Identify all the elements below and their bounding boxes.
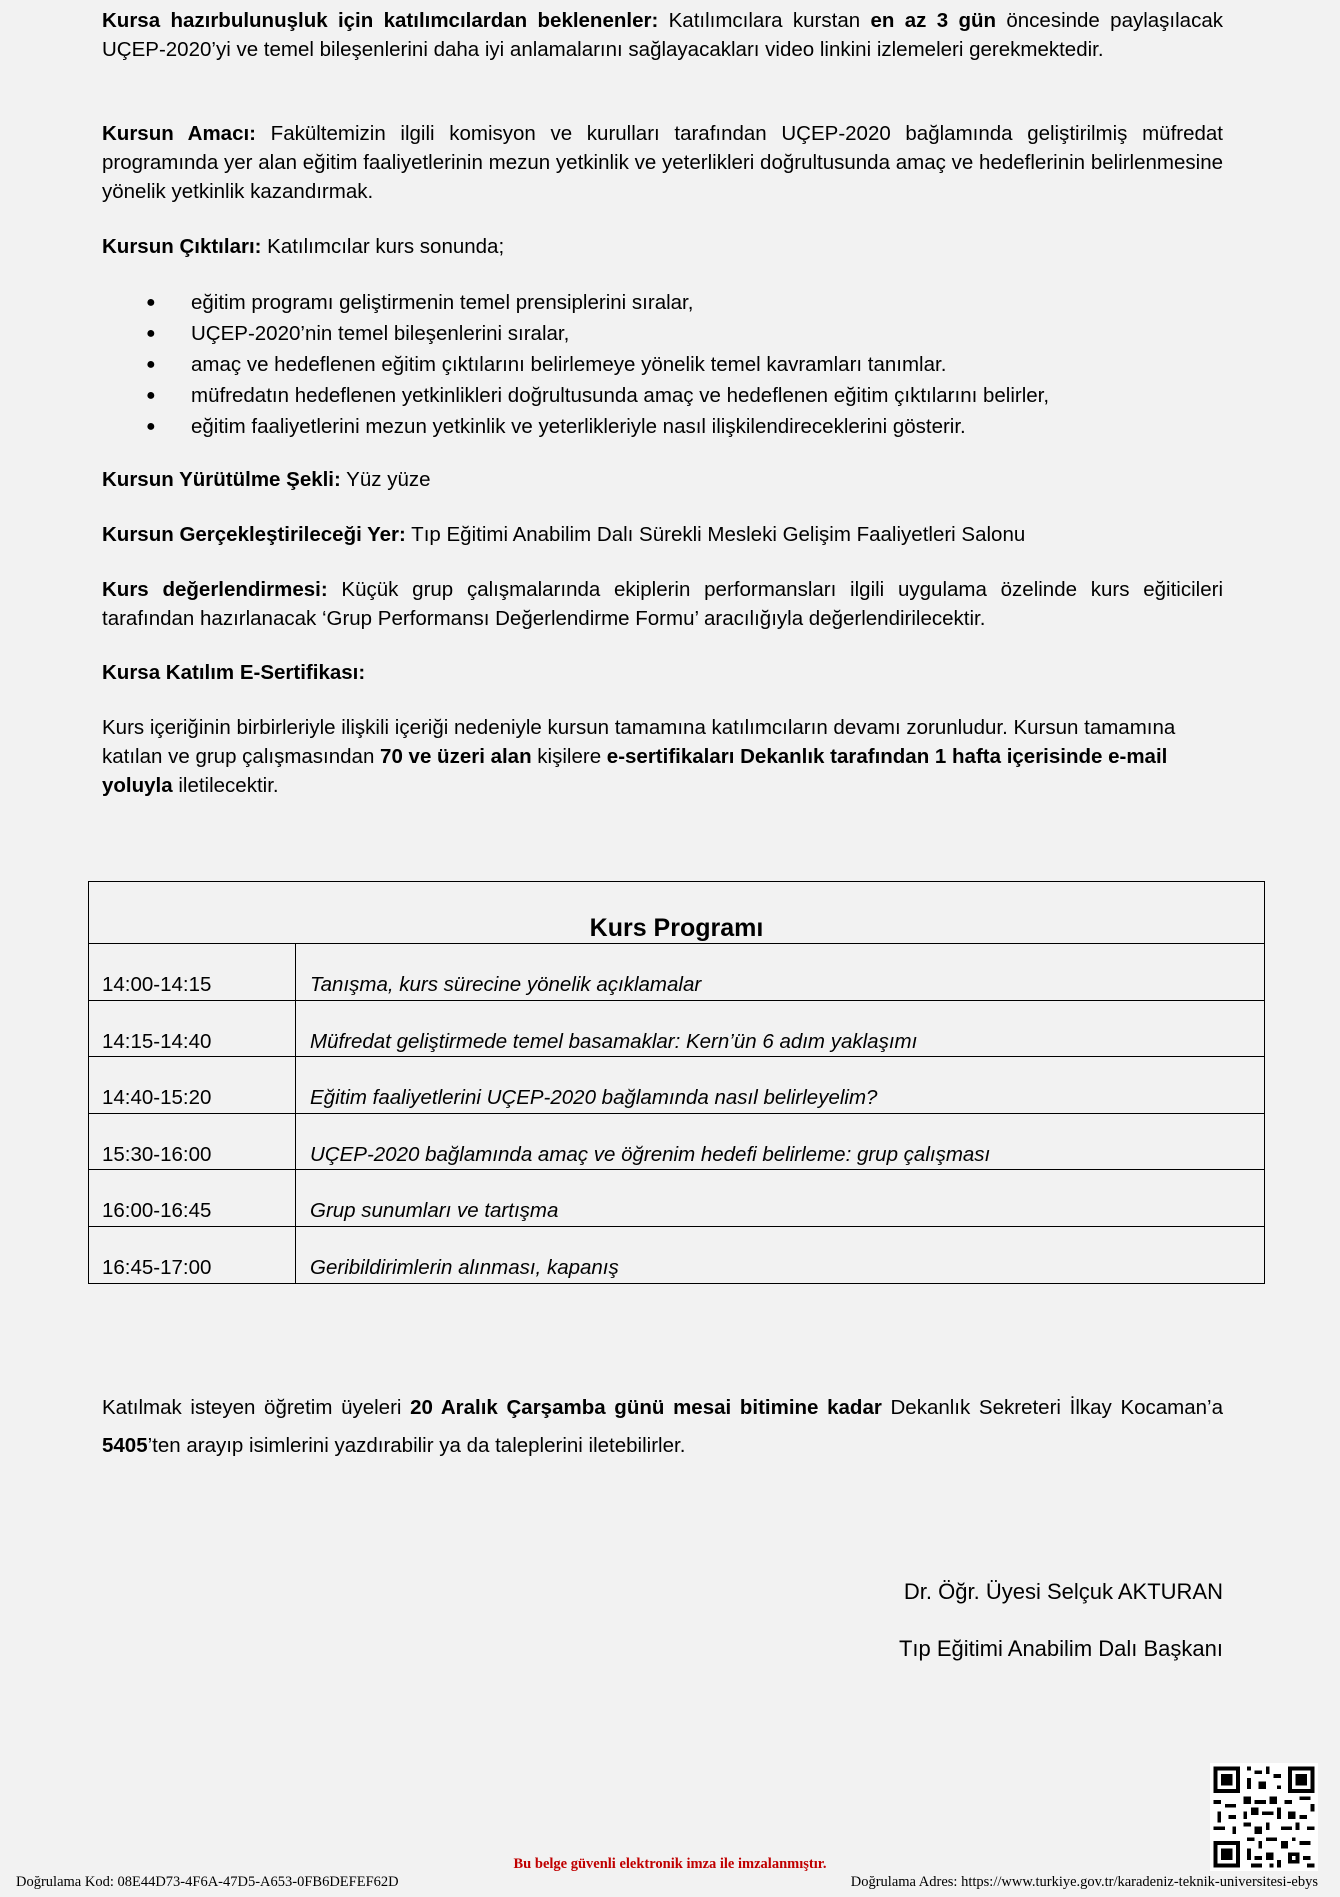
list-item-text: eğitim faaliyetlerini mezun yetkinlik ve yeterlikleriyle nasıl ilişkilendireceklerini gösterir.	[191, 415, 966, 438]
list-item	[102, 411, 1223, 442]
qr-code-icon	[1210, 1763, 1318, 1871]
location-label: Kursun Gerçekleştirileceği Yer:	[102, 523, 406, 546]
activity-cell: Eğitim faaliyetlerini UÇEP-2020 bağlamında nasıl belirleyelim?	[310, 1086, 878, 1109]
registration-text-3: ’ten arayıp isimlerini yazdırabilir ya da taleplerini iletebilirler.	[147, 1434, 686, 1457]
time-cell: 14:15-14:40	[89, 1001, 296, 1057]
readiness-bold-days: en az 3 gün	[870, 9, 997, 32]
readiness-paragraph	[102, 6, 1223, 64]
evaluation-text: Küçük grup çalışmalarında ekiplerin performansları ilgili uygulama özelinde kurs eğiticileri tarafından hazırlanacak ‘Grup Performansı Değerlendirme Formu’ aracılığıyla değerlendirilecektir.	[102, 578, 1224, 630]
time-cell: 16:45-17:00	[89, 1227, 296, 1284]
certificate-text-3: iletilecektir.	[172, 774, 279, 797]
certificate-text-1: Kurs içeriğinin birbirleriyle ilişkili içeriği nedeniyle kursun tamamına katılımcıların devamı zorunludur. Kursun tamamına katılan ve grup çalışmasından	[102, 716, 1176, 768]
table-row	[89, 1057, 1264, 1114]
table-row	[89, 1170, 1264, 1227]
activity-cell: UÇEP-2020 bağlamında amaç ve öğrenim hedefi belirleme: grup çalışması	[310, 1142, 991, 1166]
readiness-text-1: Katılımcılara kurstan	[658, 9, 871, 32]
certificate-bold-delivery: e-sertifikaları Dekanlık tarafından 1 hafta içerisinde e-mail yoluyla	[102, 745, 1168, 797]
outcomes-list	[102, 287, 1223, 442]
purpose-paragraph	[102, 119, 1223, 206]
time-cell: 14:40-15:20	[89, 1057, 296, 1113]
registration-bold-deadline: 20 Aralık Çarşamba günü mesai bitimine kadar	[410, 1396, 882, 1419]
table-row	[89, 944, 1264, 1001]
outcomes-intro	[102, 232, 1223, 261]
purpose-label: Kursun Amacı:	[102, 122, 257, 145]
list-item-text: eğitim programı geliştirmenin temel prensiplerini sıralar,	[191, 291, 694, 314]
readiness-label: Kursa hazırbulunuşluk için katılımcılardan beklenenler:	[102, 9, 659, 32]
bullet-icon: ●	[146, 387, 156, 404]
location-text: Tıp Eğitimi Anabilim Dalı Sürekli Mesleki Gelişim Faaliyetleri Salonu	[405, 523, 1026, 546]
program-table	[88, 881, 1265, 1284]
registration-paragraph	[102, 1389, 1223, 1465]
certificate-bold-score: 70 ve üzeri alan	[380, 745, 532, 768]
certificate-text-2: kişilere	[531, 745, 607, 768]
registration-text-1: Katılmak isteyen öğretim üyeleri	[102, 1396, 411, 1419]
table-row	[89, 1114, 1264, 1171]
program-title: Kurs Programı	[89, 882, 1264, 944]
registration-bold-extension: 5405	[102, 1434, 148, 1457]
delivery-label: Kursun Yürütülme Şekli:	[102, 468, 341, 491]
activity-cell: Grup sunumları ve tartışma	[310, 1199, 559, 1222]
bullet-icon: ●	[146, 325, 156, 342]
list-item-text: amaç ve hedeflenen eğitim çıktılarını belirlemeye yönelik temel kavramları tanımlar.	[191, 353, 947, 376]
outcomes-text: Katılımcılar kurs sonunda;	[261, 235, 505, 258]
time-cell: 14:00-14:15	[89, 944, 296, 1000]
readiness-text-2: öncesinde paylaşılacak UÇEP-2020’yi ve temel bileşenlerini daha iyi anlamalarını sağlayacakları video linkini izlemeleri gerekmektedir.	[102, 9, 1223, 61]
delivery-text: Yüz yüze	[340, 468, 431, 491]
location-paragraph	[102, 520, 1223, 549]
table-row	[89, 1227, 1264, 1284]
time-cell: 15:30-16:00	[89, 1114, 296, 1170]
evaluation-label: Kurs değerlendirmesi:	[102, 578, 328, 601]
signer-title: Tıp Eğitimi Anabilim Dalı Başkanı	[898, 1636, 1223, 1661]
activity-cell: Müfredat geliştirmede temel basamaklar: Kern’ün 6 adım yaklaşımı	[310, 1029, 918, 1053]
certificate-heading	[102, 658, 1223, 687]
evaluation-paragraph	[102, 575, 1223, 633]
time-cell: 16:00-16:45	[89, 1170, 296, 1226]
verification-code: Doğrulama Kod: 08E44D73-4F6A-47D5-A653-0FB6DEFEF62D	[16, 1874, 399, 1890]
signer-name: Dr. Öğr. Üyesi Selçuk AKTURAN	[903, 1579, 1223, 1604]
activity-cell: Geribildirimlerin alınması, kapanış	[310, 1255, 619, 1279]
bullet-icon: ●	[146, 294, 156, 311]
list-item	[102, 380, 1223, 411]
list-item-text: UÇEP-2020’nin temel bileşenlerini sıralar,	[191, 322, 570, 345]
list-item-text: müfredatın hedeflenen yetkinlikleri doğrultusunda amaç ve hedeflenen eğitim çıktılarını belirler,	[191, 384, 1050, 407]
bullet-icon: ●	[146, 356, 156, 373]
certificate-paragraph	[102, 713, 1223, 800]
list-item	[102, 287, 1223, 318]
e-signature-notice: Bu belge güvenli elektronik imza ile imzalanmıştır.	[513, 1856, 827, 1872]
activity-cell: Tanışma, kurs sürecine yönelik açıklamalar	[310, 973, 702, 996]
bullet-icon: ●	[146, 418, 156, 435]
certificate-heading-text: Kursa Katılım E-Sertifikası:	[102, 661, 366, 684]
table-row	[89, 1001, 1264, 1058]
list-item	[102, 318, 1223, 349]
registration-text-2: Dekanlık Sekreteri İlkay Kocaman’a	[881, 1396, 1224, 1419]
verification-address: Doğrulama Adres: https://www.turkiye.gov.tr/karadeniz-teknik-universitesi-ebys	[850, 1874, 1318, 1890]
purpose-text: Fakültemizin ilgili komisyon ve kurulları tarafından UÇEP-2020 bağlamında geliştirilmiş müfredat programında yer alan eğitim faaliyetlerinin mezun yetkinlik ve yeterlikleri doğrultusunda amaç ve hedeflerinin belirlenmesine yönelik yetkinlik kazandırmak.	[102, 122, 1223, 203]
list-item	[102, 349, 1223, 380]
delivery-paragraph	[102, 465, 1223, 494]
outcomes-label: Kursun Çıktıları:	[102, 235, 262, 258]
